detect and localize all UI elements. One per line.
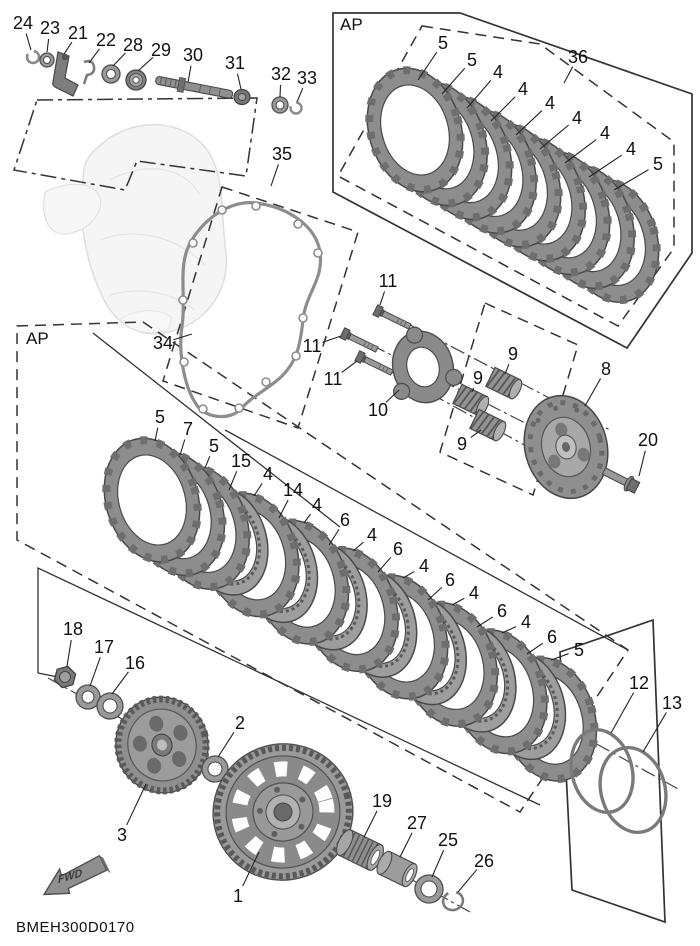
part-number-4: 4 [262, 464, 274, 484]
callout-leader-line [188, 66, 191, 82]
part-number-27: 27 [406, 813, 428, 833]
part-number-5: 5 [154, 407, 166, 427]
part-number-29: 29 [150, 40, 172, 60]
part-number-22: 22 [95, 30, 117, 50]
circlip-26 [441, 890, 465, 913]
callout-leader-line [89, 49, 99, 63]
part-number-5: 5 [466, 50, 478, 70]
circlip-33 [291, 103, 302, 114]
callout-leader-line [64, 42, 72, 54]
callout-leader-line [237, 74, 241, 89]
callout-leader-line [565, 140, 596, 163]
callout-leader-line [329, 529, 339, 545]
part-number-14: 14 [282, 480, 304, 500]
part-number-4: 4 [517, 79, 529, 99]
part-number-12: 12 [628, 673, 650, 693]
clutch-actuator-parts [27, 51, 302, 114]
callout-leader-line [505, 364, 509, 374]
part-number-6: 6 [496, 601, 508, 621]
part-number-5: 5 [573, 640, 585, 660]
part-number-20: 20 [637, 430, 659, 450]
part-number-4: 4 [520, 612, 532, 632]
oil-seal-28 [102, 65, 120, 83]
callout-leader-line [364, 811, 377, 837]
part-number-32: 32 [270, 64, 292, 84]
ap-label: AP [26, 329, 49, 348]
part-number-4: 4 [571, 108, 583, 128]
part-number-5: 5 [208, 436, 220, 456]
callout-leader-line [477, 617, 493, 627]
ap-plate-stack [353, 56, 674, 314]
callout-leader-line [67, 640, 71, 666]
part-number-7: 7 [182, 419, 194, 439]
part-number-19: 19 [371, 791, 393, 811]
part-number-11: 11 [378, 271, 398, 291]
part-number-4: 4 [311, 495, 323, 515]
part-number-1: 1 [232, 886, 244, 906]
callout-leader-line [452, 598, 464, 605]
callout-leader-line [218, 732, 234, 757]
callout-leader-line [614, 170, 649, 190]
part-number-30: 30 [182, 45, 204, 65]
part-number-28: 28 [122, 35, 144, 55]
part-number-4: 4 [492, 62, 504, 82]
part-number-9: 9 [507, 344, 519, 364]
part-number-9: 9 [472, 368, 484, 388]
callout-leader-line [639, 451, 645, 476]
callout-leader-line [564, 67, 573, 83]
callout-leader-line [90, 657, 100, 686]
callout-leader-line [180, 440, 185, 455]
callout-leader-line [297, 88, 303, 102]
callout-leader-line [502, 627, 516, 633]
push-rod-30 [155, 73, 234, 102]
part-number-11: 11 [302, 336, 322, 356]
callout-leader-line [280, 85, 281, 97]
callout-leader-line [432, 850, 444, 877]
callout-leader-line [400, 833, 412, 857]
bolt-11-a [373, 305, 412, 332]
part-number-13: 13 [661, 693, 683, 713]
fwd-arrow [38, 854, 113, 900]
washer-25 [412, 872, 446, 906]
nut-31 [234, 90, 250, 105]
callout-leader-line [155, 428, 158, 441]
part-number-21: 21 [67, 23, 89, 43]
part-number-3: 3 [116, 825, 128, 845]
washer-32 [272, 97, 288, 113]
part-number-4: 4 [599, 123, 611, 143]
part-number-5: 5 [652, 154, 664, 174]
part-number-6: 6 [444, 570, 456, 590]
spring-hook-22 [84, 61, 94, 84]
part-number-4: 4 [544, 93, 556, 113]
fwd-label: FWD [57, 867, 83, 887]
part-number-34: 34 [152, 333, 174, 353]
callout-leader-line [428, 587, 442, 600]
part-number-2: 2 [234, 713, 246, 733]
push-lever-21 [53, 52, 78, 96]
part-number-31: 31 [224, 53, 246, 73]
part-number-24: 24 [12, 13, 34, 33]
part-number-4: 4 [418, 556, 430, 576]
callout-leader-line [458, 869, 477, 892]
clutch-spring-9-a [486, 367, 524, 400]
callout-leader-line [380, 291, 385, 305]
callout-leader-line [527, 643, 543, 654]
part-number-23: 23 [39, 18, 61, 38]
drawing-code: BMEH300D0170 [16, 919, 135, 936]
part-number-16: 16 [124, 653, 146, 673]
part-number-8: 8 [600, 359, 612, 379]
callout-leader-line [127, 784, 146, 825]
part-number-36: 36 [567, 47, 589, 67]
part-number-11: 11 [323, 369, 343, 389]
part-number-6: 6 [339, 510, 351, 530]
part-number-25: 25 [437, 830, 459, 850]
callout-leader-line [205, 456, 210, 468]
callout-leader-line [403, 571, 414, 578]
part-number-6: 6 [546, 627, 558, 647]
part-number-9: 9 [456, 434, 468, 454]
callout-leader-line [47, 39, 49, 52]
callout-leader-line [229, 471, 237, 490]
callout-leader-line [643, 712, 666, 752]
circlip-24 [27, 51, 39, 63]
nut-18 [52, 665, 78, 689]
washer-23 [40, 53, 54, 67]
callout-leader-line [26, 34, 31, 50]
part-number-10: 10 [367, 400, 389, 420]
part-number-17: 17 [93, 637, 115, 657]
callout-leader-line [378, 557, 391, 572]
clutch-basket-1 [198, 728, 368, 896]
bearing-29 [126, 70, 146, 90]
callout-leader-line [589, 155, 622, 177]
pressure-plate-8 [513, 386, 619, 508]
callout-leader-line [611, 693, 634, 733]
callout-leader-line [112, 672, 128, 694]
part-number-6: 6 [392, 539, 404, 559]
part-number-18: 18 [62, 619, 84, 639]
part-number-15: 15 [230, 451, 252, 471]
callout-leader-line [271, 164, 278, 186]
callout-leader-line [174, 334, 192, 340]
part-number-5: 5 [437, 33, 449, 53]
ap-label: AP [340, 15, 363, 34]
part-number-4: 4 [468, 583, 480, 603]
callout-leader-line [279, 500, 288, 518]
part-number-4: 4 [625, 139, 637, 159]
part-number-33: 33 [296, 68, 318, 88]
callout-leader-line [585, 379, 601, 406]
bolt-11-c [355, 351, 394, 378]
bolt-20 [600, 464, 640, 495]
part-number-4: 4 [366, 525, 378, 545]
part-number-35: 35 [271, 144, 293, 164]
part-number-26: 26 [473, 851, 495, 871]
callout-leader-line [342, 361, 357, 372]
